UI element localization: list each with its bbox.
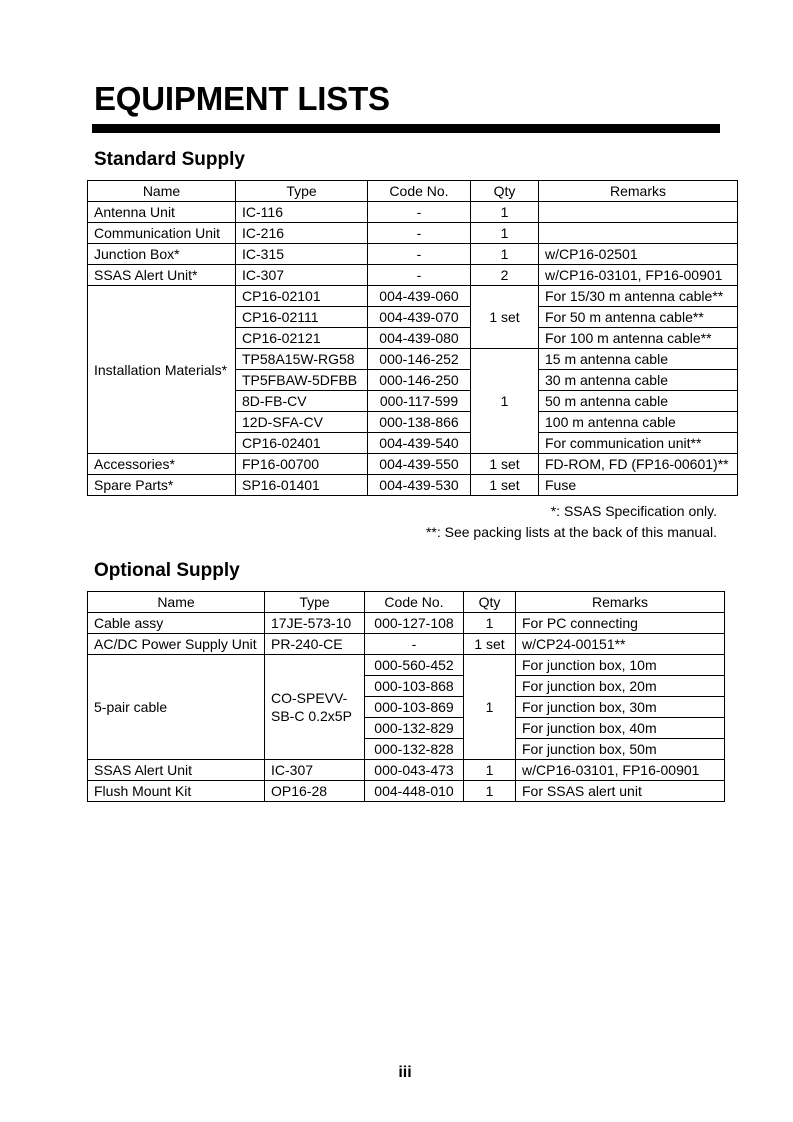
cell-remarks: 15 m antenna cable <box>539 349 738 370</box>
cell-name: SSAS Alert Unit* <box>88 265 236 286</box>
standard-supply-table <box>87 180 738 496</box>
cell-type: 17JE-573-10 <box>265 613 365 634</box>
cell-type <box>265 655 365 760</box>
cell-remarks: For junction box, 50m <box>516 739 725 760</box>
cell-code: 004-439-070 <box>368 307 471 328</box>
cell-name: Communication Unit <box>88 223 236 244</box>
cell-code: 004-439-540 <box>368 433 471 454</box>
page-title: EQUIPMENT LISTS <box>94 80 390 117</box>
cell-remarks: For junction box, 30m <box>516 697 725 718</box>
table-row <box>88 286 738 307</box>
cell-type: 8D-FB-CV <box>236 391 368 412</box>
cell-qty: 2 <box>471 265 539 286</box>
table-row <box>88 454 738 475</box>
cell-name: Cable assy <box>88 613 265 634</box>
cell-code: 004-448-010 <box>365 781 464 802</box>
table-row <box>88 613 725 634</box>
cell-code: - <box>368 223 471 244</box>
cell-code: - <box>368 265 471 286</box>
cell-remarks: w/CP16-03101, FP16-00901 <box>516 760 725 781</box>
cell-qty: 1 <box>471 202 539 223</box>
cell-type-line-2: SB-C 0.2x5P <box>271 708 352 724</box>
cell-code: 004-439-080 <box>368 328 471 349</box>
table-row <box>88 202 738 223</box>
cell-name: Installation Materials* <box>88 286 236 454</box>
cell-code: 004-439-550 <box>368 454 471 475</box>
header-code: Code No. <box>365 592 464 613</box>
title-rule <box>92 124 720 133</box>
cell-remarks: For communication unit** <box>539 433 738 454</box>
cell-remarks <box>539 202 738 223</box>
table-header-row <box>88 181 738 202</box>
standard-supply-heading: Standard Supply <box>94 149 245 170</box>
cell-code: - <box>365 634 464 655</box>
header-remarks: Remarks <box>516 592 725 613</box>
cell-qty: 1 <box>464 655 516 760</box>
table-row <box>88 223 738 244</box>
cell-qty: 1 <box>471 244 539 265</box>
cell-remarks: FD-ROM, FD (FP16-00601)** <box>539 454 738 475</box>
cell-code: 000-146-250 <box>368 370 471 391</box>
cell-code: 000-103-869 <box>365 697 464 718</box>
table-row <box>88 655 725 676</box>
cell-type: OP16-28 <box>265 781 365 802</box>
cell-type: TP58A15W-RG58 <box>236 349 368 370</box>
cell-remarks: For 50 m antenna cable** <box>539 307 738 328</box>
cell-qty: 1 <box>471 349 539 454</box>
cell-type: 12D-SFA-CV <box>236 412 368 433</box>
cell-remarks: w/CP16-03101, FP16-00901 <box>539 265 738 286</box>
cell-remarks: For junction box, 20m <box>516 676 725 697</box>
cell-qty: 1 <box>464 781 516 802</box>
table-row <box>88 634 725 655</box>
cell-name: Antenna Unit <box>88 202 236 223</box>
cell-remarks: For 15/30 m antenna cable** <box>539 286 738 307</box>
cell-type: IC-116 <box>236 202 368 223</box>
cell-remarks: 30 m antenna cable <box>539 370 738 391</box>
cell-code: - <box>368 244 471 265</box>
cell-remarks: Fuse <box>539 475 738 496</box>
ssas-note: *: SSAS Specification only. <box>550 503 717 519</box>
cell-qty: 1 <box>471 223 539 244</box>
cell-remarks: 100 m antenna cable <box>539 412 738 433</box>
packing-list-note: **: See packing lists at the back of this manual. <box>425 524 717 540</box>
cell-code: 000-132-829 <box>365 718 464 739</box>
cell-code: 000-103-868 <box>365 676 464 697</box>
table-row <box>88 781 725 802</box>
table-row <box>88 475 738 496</box>
header-type: Type <box>236 181 368 202</box>
cell-type: IC-216 <box>236 223 368 244</box>
cell-remarks: For junction box, 10m <box>516 655 725 676</box>
header-remarks: Remarks <box>539 181 738 202</box>
cell-code: 000-043-473 <box>365 760 464 781</box>
cell-code: 004-439-530 <box>368 475 471 496</box>
cell-remarks: 50 m antenna cable <box>539 391 738 412</box>
cell-remarks: w/CP24-00151** <box>516 634 725 655</box>
cell-qty: 1 <box>464 760 516 781</box>
page-number: iii <box>398 1064 412 1081</box>
cell-name: Flush Mount Kit <box>88 781 265 802</box>
cell-remarks: For junction box, 40m <box>516 718 725 739</box>
cell-type: SP16-01401 <box>236 475 368 496</box>
table-header-row <box>88 592 725 613</box>
cell-code: 000-127-108 <box>365 613 464 634</box>
cell-type: CP16-02101 <box>236 286 368 307</box>
cell-type: PR-240-CE <box>265 634 365 655</box>
header-qty: Qty <box>471 181 539 202</box>
cell-type: CP16-02111 <box>236 307 368 328</box>
cell-qty: 1 set <box>471 286 539 349</box>
cell-name: SSAS Alert Unit <box>88 760 265 781</box>
table-row <box>88 265 738 286</box>
cell-type: IC-307 <box>265 760 365 781</box>
header-qty: Qty <box>464 592 516 613</box>
optional-supply-table <box>87 591 725 802</box>
table-row <box>88 760 725 781</box>
cell-type: FP16-00700 <box>236 454 368 475</box>
cell-name: 5-pair cable <box>88 655 265 760</box>
header-name: Name <box>88 181 236 202</box>
cell-remarks: For 100 m antenna cable** <box>539 328 738 349</box>
cell-type: IC-315 <box>236 244 368 265</box>
table-row <box>88 244 738 265</box>
cell-type: CP16-02401 <box>236 433 368 454</box>
cell-type: TP5FBAW-5DFBB <box>236 370 368 391</box>
cell-name: Accessories* <box>88 454 236 475</box>
cell-qty: 1 <box>464 613 516 634</box>
cell-type: IC-307 <box>236 265 368 286</box>
cell-remarks: For PC connecting <box>516 613 725 634</box>
cell-qty: 1 set <box>471 454 539 475</box>
cell-code: 000-560-452 <box>365 655 464 676</box>
header-code: Code No. <box>368 181 471 202</box>
cell-name: AC/DC Power Supply Unit <box>88 634 265 655</box>
cell-code: - <box>368 202 471 223</box>
cell-name: Junction Box* <box>88 244 236 265</box>
optional-supply-heading: Optional Supply <box>94 560 240 581</box>
cell-type-line-1: CO-SPEVV- <box>271 690 348 706</box>
cell-code: 000-132-828 <box>365 739 464 760</box>
cell-name: Spare Parts* <box>88 475 236 496</box>
cell-type: CP16-02121 <box>236 328 368 349</box>
cell-qty: 1 set <box>464 634 516 655</box>
header-name: Name <box>88 592 265 613</box>
cell-qty: 1 set <box>471 475 539 496</box>
cell-code: 000-117-599 <box>368 391 471 412</box>
cell-code: 000-138-866 <box>368 412 471 433</box>
cell-remarks <box>539 223 738 244</box>
header-type: Type <box>265 592 365 613</box>
cell-remarks: For SSAS alert unit <box>516 781 725 802</box>
cell-remarks: w/CP16-02501 <box>539 244 738 265</box>
cell-code: 000-146-252 <box>368 349 471 370</box>
cell-code: 004-439-060 <box>368 286 471 307</box>
